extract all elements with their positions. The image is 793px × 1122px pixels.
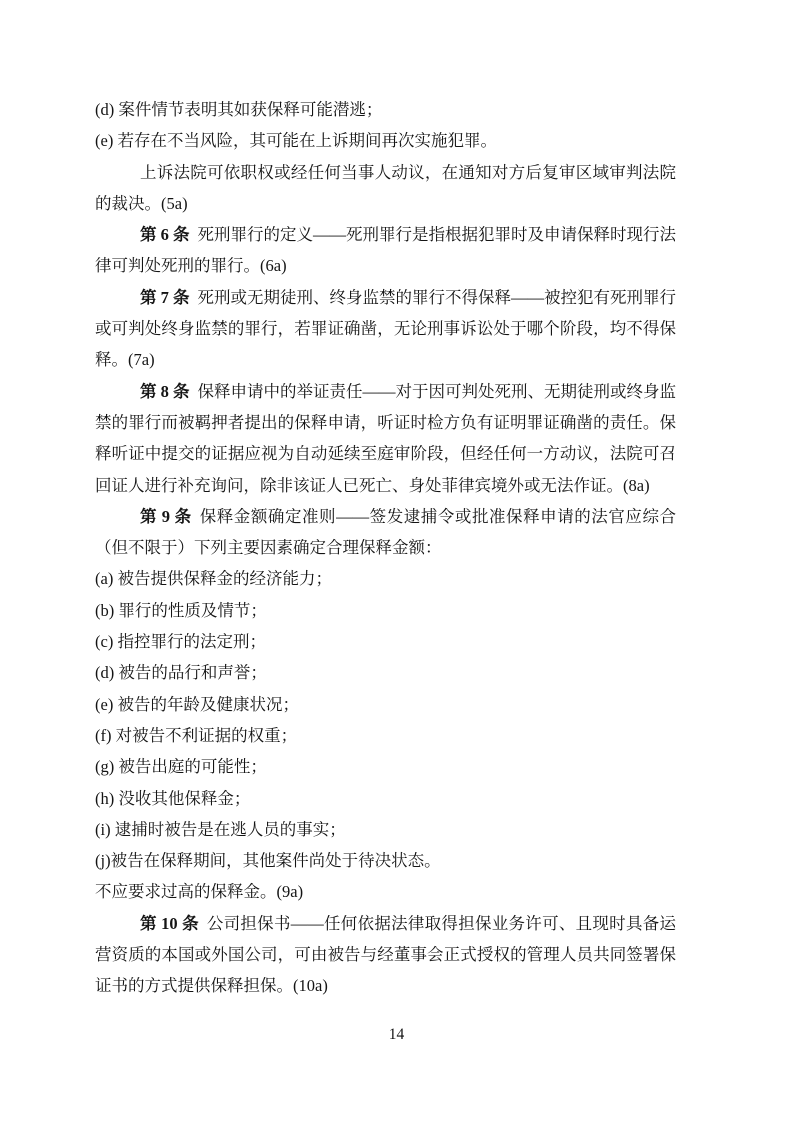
article-7-body: 死刑或无期徒刑、终身监禁的罪行不得保释——被控犯有死刑罪行或可判处终身监禁的罪行，若罪证确凿，无论刑事诉讼处于哪个阶段，均不得保释。(7a)	[95, 287, 676, 370]
bail-factor-a: (a) 被告提供保释金的经济能力；	[95, 569, 332, 589]
article-6	[95, 219, 676, 282]
bail-factor-h: (h) 没收其他保释金；	[95, 788, 251, 808]
article-8-body: 保释申请中的举证责任——对于因可判处死刑、无期徒刑或终身监禁的罪行而被羁押者提出的保释申请，听证时检方负有证明罪证确凿的责任。保释听证中提交的证据应视为自动延续至庭审阶段，但经任何一方动议，法院可召回证人进行补充询问，除非该证人已死亡、身处菲律宾境外或无法作证。(8a)	[95, 381, 676, 495]
article-8	[95, 376, 676, 501]
bail-factor-b: (b) 罪行的性质及情节；	[95, 600, 267, 620]
page-number: 14	[388, 1026, 405, 1043]
paragraph-excessive-bail: 不应要求过高的保释金。(9a)	[95, 882, 304, 902]
bail-factor-d: (d) 被告的品行和声誉；	[95, 663, 267, 683]
bail-factor-c: (c) 指控罪行的法定刑；	[95, 632, 266, 652]
article-9-body: 保释金额确定准则——签发逮捕令或批准保释申请的法官应综合（但不限于）下列主要因素确定合理保释金额：	[95, 506, 677, 558]
article-7-number: 第 7 条	[140, 287, 190, 307]
article-10-number: 第 10 条	[140, 913, 199, 933]
bail-factor-f: (f) 对被告不利证据的权重；	[95, 725, 298, 745]
article-10	[95, 908, 676, 1002]
paragraph-appellate-review: 上诉法院可依职权或经任何当事人动议，在通知对方后复审区域审判法院的裁决。(5a)	[95, 162, 676, 213]
bail-factor-e: (e) 被告的年龄及健康状况；	[95, 694, 299, 714]
appeal-bail-item-d: (d) 案件情节表明其如获保释可能潜逃；	[95, 100, 383, 119]
bail-factor-j: (j)被告在保释期间，其他案件尚处于待决状态。	[95, 851, 441, 871]
article-9	[95, 501, 676, 564]
article-6-body: 死刑罪行的定义——死刑罪行是指根据犯罪时及申请保释时现行法律可判处死刑的罪行。(6a)	[95, 225, 676, 276]
appeal-bail-item-e: (e) 若存在不当风险，其可能在上诉期间再次实施犯罪。	[95, 131, 497, 151]
article-6-number: 第 6 条	[140, 225, 190, 245]
article-8-number: 第 8 条	[140, 381, 190, 401]
article-7	[95, 282, 676, 376]
bail-factor-i: (i) 逮捕时被告是在逃人员的事实；	[95, 819, 346, 839]
article-10-body: 公司担保书——任何依据法律取得担保业务许可、且现时具备运营资质的本国或外国公司，可由被告与经董事会正式授权的管理人员共同签署保证书的方式提供保释担保。(10a)	[95, 913, 677, 996]
bail-factor-g: (g) 被告出庭的可能性；	[95, 757, 267, 777]
article-9-number: 第 9 条	[140, 506, 192, 526]
document-text	[95, 94, 676, 1002]
